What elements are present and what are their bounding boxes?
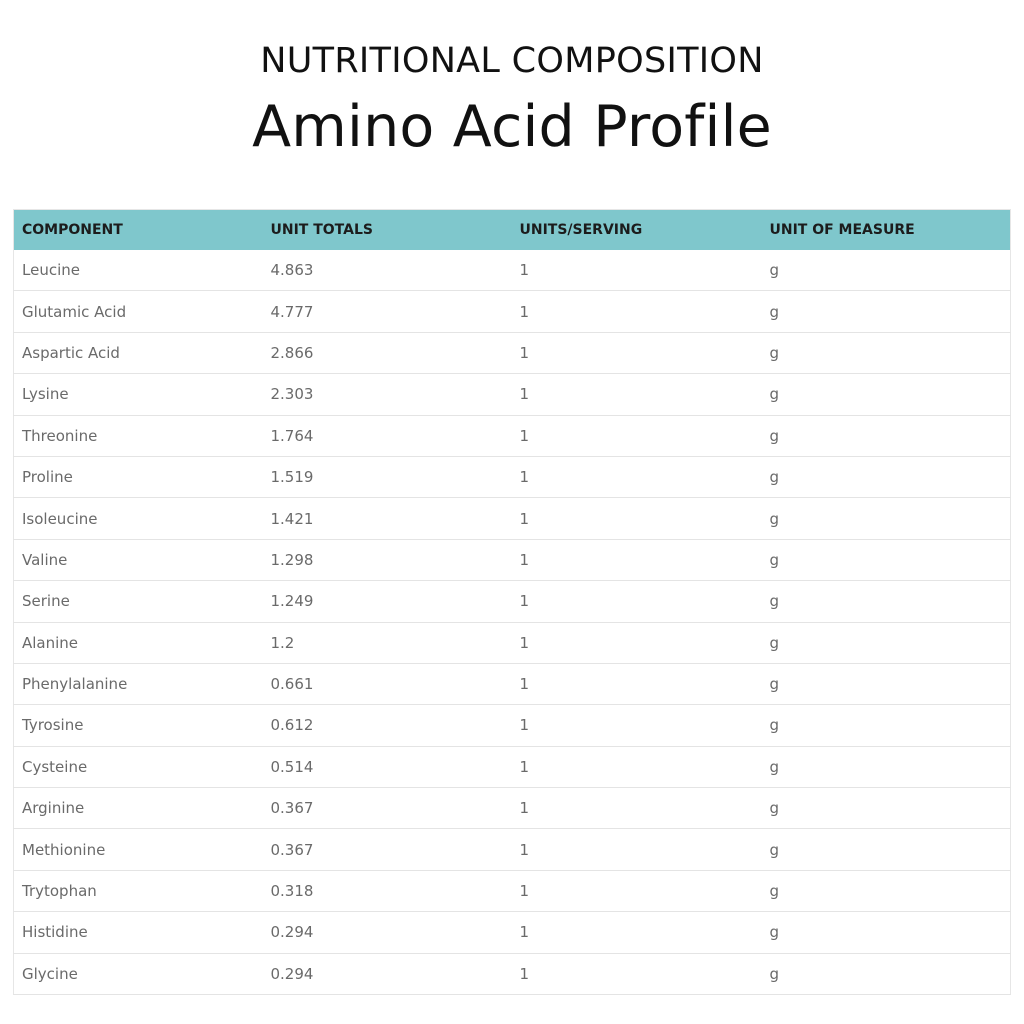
table-row <box>14 539 1011 580</box>
component-cell: Aspartic Acid <box>14 332 263 373</box>
units-serving-cell: 1 <box>512 829 762 870</box>
component-cell: Serine <box>14 581 263 622</box>
unit-of-measure-cell: g <box>762 456 1011 497</box>
column-header-unit-of-measure: UNIT OF MEASURE <box>769 222 915 238</box>
unit-totals-cell: 1.421 <box>263 498 512 539</box>
table-row <box>14 829 1011 870</box>
unit-totals-cell: 4.777 <box>263 291 512 332</box>
units-serving-cell: 1 <box>512 332 762 373</box>
unit-totals-cell: 2.303 <box>263 374 512 415</box>
unit-of-measure-cell: g <box>762 498 1011 539</box>
unit-totals-cell: 0.318 <box>263 870 512 911</box>
component-cell: Phenylalanine <box>14 663 263 704</box>
unit-of-measure-cell: g <box>762 829 1011 870</box>
units-serving-cell: 1 <box>512 705 762 746</box>
component-cell: Tyrosine <box>14 705 263 746</box>
units-serving-cell: 1 <box>512 788 762 829</box>
table-row <box>14 622 1011 663</box>
column-header-unit-totals: UNIT TOTALS <box>270 222 373 238</box>
units-serving-cell: 1 <box>512 291 762 332</box>
unit-of-measure-cell: g <box>762 622 1011 663</box>
unit-of-measure-cell: g <box>762 870 1011 911</box>
table-row <box>14 870 1011 911</box>
unit-of-measure-cell: g <box>762 953 1011 994</box>
column-header-units-serving: UNITS/SERVING <box>519 222 643 238</box>
unit-of-measure-cell: g <box>762 705 1011 746</box>
component-cell: Lysine <box>14 374 263 415</box>
units-serving-cell: 1 <box>512 581 762 622</box>
component-cell: Proline <box>14 456 263 497</box>
unit-totals-cell: 0.661 <box>263 663 512 704</box>
component-cell: Histidine <box>14 912 263 953</box>
unit-totals-cell: 2.866 <box>263 332 512 373</box>
component-cell: Cysteine <box>14 746 263 787</box>
unit-totals-cell: 0.294 <box>263 912 512 953</box>
component-cell: Valine <box>14 539 263 580</box>
table-row <box>14 705 1011 746</box>
component-cell: Arginine <box>14 788 263 829</box>
component-cell: Threonine <box>14 415 263 456</box>
amino-acid-table-container <box>13 209 1010 995</box>
units-serving-cell: 1 <box>512 622 762 663</box>
unit-of-measure-cell: g <box>762 374 1011 415</box>
component-cell: Trytophan <box>14 870 263 911</box>
table-header-row <box>14 210 1011 251</box>
units-serving-cell: 1 <box>512 912 762 953</box>
amino-acid-table <box>13 209 1011 995</box>
component-cell: Leucine <box>14 250 263 291</box>
units-serving-cell: 1 <box>512 746 762 787</box>
unit-totals-cell: 0.367 <box>263 829 512 870</box>
component-cell: Glycine <box>14 953 263 994</box>
units-serving-cell: 1 <box>512 663 762 704</box>
table-row <box>14 953 1011 994</box>
unit-of-measure-cell: g <box>762 415 1011 456</box>
unit-of-measure-cell: g <box>762 788 1011 829</box>
table-row <box>14 456 1011 497</box>
units-serving-cell: 1 <box>512 870 762 911</box>
page-title: Amino Acid Profile <box>252 94 772 160</box>
unit-totals-cell: 1.249 <box>263 581 512 622</box>
units-serving-cell: 1 <box>512 498 762 539</box>
unit-totals-cell: 0.367 <box>263 788 512 829</box>
unit-of-measure-cell: g <box>762 539 1011 580</box>
component-cell: Alanine <box>14 622 263 663</box>
units-serving-cell: 1 <box>512 250 762 291</box>
unit-of-measure-cell: g <box>762 663 1011 704</box>
unit-totals-cell: 1.519 <box>263 456 512 497</box>
unit-of-measure-cell: g <box>762 250 1011 291</box>
unit-of-measure-cell: g <box>762 912 1011 953</box>
table-row <box>14 332 1011 373</box>
units-serving-cell: 1 <box>512 953 762 994</box>
units-serving-cell: 1 <box>512 415 762 456</box>
unit-totals-cell: 1.2 <box>263 622 512 663</box>
units-serving-cell: 1 <box>512 456 762 497</box>
units-serving-cell: 1 <box>512 374 762 415</box>
unit-totals-cell: 0.294 <box>263 953 512 994</box>
table-body <box>14 250 1011 995</box>
table-row <box>14 415 1011 456</box>
table-row <box>14 663 1011 704</box>
table-row <box>14 374 1011 415</box>
unit-of-measure-cell: g <box>762 291 1011 332</box>
unit-totals-cell: 4.863 <box>263 250 512 291</box>
table-row <box>14 912 1011 953</box>
page-kicker: NUTRITIONAL COMPOSITION <box>260 41 764 81</box>
unit-totals-cell: 1.298 <box>263 539 512 580</box>
column-header-component: COMPONENT <box>22 222 123 238</box>
table-row <box>14 291 1011 332</box>
table-header <box>14 210 1011 251</box>
unit-totals-cell: 0.514 <box>263 746 512 787</box>
unit-of-measure-cell: g <box>762 332 1011 373</box>
table-row <box>14 746 1011 787</box>
component-cell: Isoleucine <box>14 498 263 539</box>
unit-totals-cell: 0.612 <box>263 705 512 746</box>
unit-of-measure-cell: g <box>762 746 1011 787</box>
table-row <box>14 788 1011 829</box>
component-cell: Methionine <box>14 829 263 870</box>
unit-totals-cell: 1.764 <box>263 415 512 456</box>
table-row <box>14 250 1011 291</box>
component-cell: Glutamic Acid <box>14 291 263 332</box>
unit-of-measure-cell: g <box>762 581 1011 622</box>
table-row <box>14 581 1011 622</box>
table-row <box>14 498 1011 539</box>
units-serving-cell: 1 <box>512 539 762 580</box>
